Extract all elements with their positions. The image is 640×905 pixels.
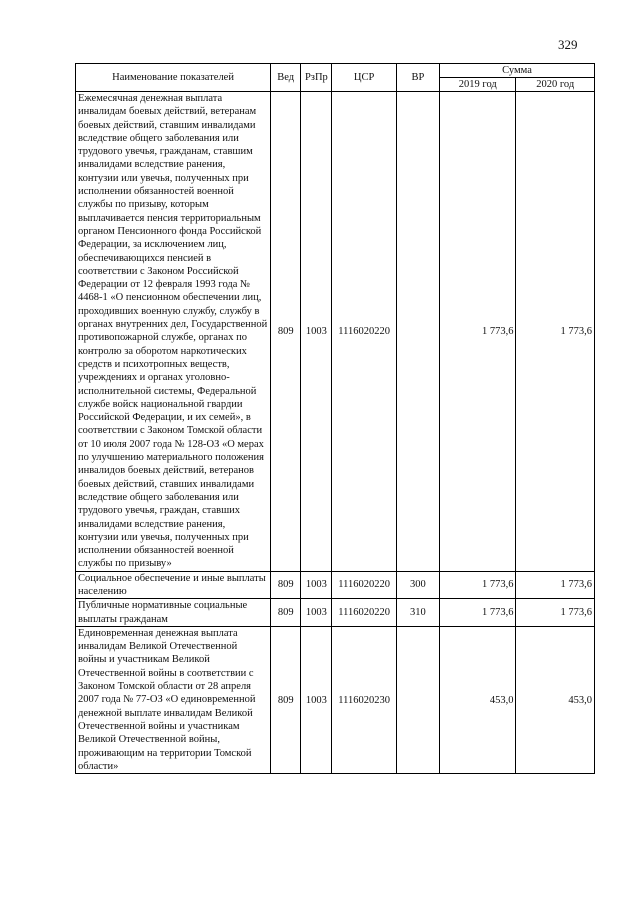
budget-table: [75, 63, 595, 774]
row-csr: 1116020220: [332, 599, 396, 627]
row-rzpr: 1003: [301, 571, 332, 599]
row-ved: 809: [271, 92, 301, 572]
row-csr: 1116020220: [332, 92, 396, 572]
row-csr: 1116020230: [332, 626, 396, 773]
row-vr: [396, 92, 439, 572]
row-vr: 310: [396, 599, 439, 627]
row-amount-2019: 1 773,6: [440, 571, 516, 599]
header-vr: ВР: [396, 64, 439, 92]
row-name: Ежемесячная денежная выплата инвалидам боевых действий, ветеранам боевых действий, ставшим инвалидами вследствие общего заболевания или трудового увечья, гражданам, ставшим инвалидами вследствие ранения, контузии или увечья, полученных при исполнении обязанностей военной службы по призыву, которым выплачивается пенсия территориальным органом Пенсионного фонда Российской Федерации, за исключением лиц, обеспечивающихся пенсией в соответствии с Законом Российской Федерации от 12 февраля 1993 года № 4468-1 «О пенсионном обеспечении лиц, проходивших военную службу, службу в органах внутренних дел, Государственной противопожарной службе, органах по контролю за оборотом наркотических средств и психотропных веществ, учреждениях и органах уголовно-исполнительной системы, Федеральной службе войск национальной гвардии Российской Федерации, и их семей», в соответствии с Законом Томской области от 10 июля 2007 года № 128-ОЗ «О мерах по улучшению материального положения инвалидов боевых действий, ветеранов боевых действий, ставших инвалидами вследствие общего заболевания или трудового увечья, граждан, ставших инвалидами вследствие ранения, контузии или увечья, полученных при исполнении обязанностей военной службы по призыву»: [76, 92, 271, 572]
page-number: 329: [558, 37, 578, 52]
row-amount-2020: 1 773,6: [516, 599, 595, 627]
row-rzpr: 1003: [301, 599, 332, 627]
header-sum: Сумма: [440, 64, 595, 78]
header-ved: Вед: [271, 64, 301, 92]
row-name: Единовременная денежная выплата инвалидам Великой Отечественной войны и участникам Великой Отечественной войны в соответствии с Законом Томской области от 28 апреля 2007 года № 77-ОЗ «О единовременной денежной выплате инвалидам Великой Отечественной войны и участникам Великой Отечественной войны, проживающим на территории Томской области»: [76, 626, 271, 773]
row-name: Социальное обеспечение и иные выплаты населению: [76, 571, 271, 599]
row-rzpr: 1003: [301, 626, 332, 773]
row-csr: 1116020220: [332, 571, 396, 599]
header-rzpr: РзПр: [301, 64, 332, 92]
row-amount-2019: 1 773,6: [440, 599, 516, 627]
header-csr: ЦСР: [332, 64, 396, 92]
row-ved: 809: [271, 626, 301, 773]
row-amount-2020: 1 773,6: [516, 92, 595, 572]
header-year-2019: 2019 год: [440, 78, 516, 92]
row-amount-2019: 453,0: [440, 626, 516, 773]
header-year-2020: 2020 год: [516, 78, 595, 92]
row-ved: 809: [271, 599, 301, 627]
header-name: Наименование показателей: [76, 64, 271, 92]
row-amount-2019: 1 773,6: [440, 92, 516, 572]
row-vr: 300: [396, 571, 439, 599]
header-row: [76, 64, 595, 78]
table-row: [76, 599, 595, 627]
table-row: [76, 92, 595, 572]
row-ved: 809: [271, 571, 301, 599]
table-row: [76, 571, 595, 599]
row-name: Публичные нормативные социальные выплаты гражданам: [76, 599, 271, 627]
row-amount-2020: 453,0: [516, 626, 595, 773]
row-rzpr: 1003: [301, 92, 332, 572]
row-amount-2020: 1 773,6: [516, 571, 595, 599]
row-vr: [396, 626, 439, 773]
table-row: [76, 626, 595, 773]
